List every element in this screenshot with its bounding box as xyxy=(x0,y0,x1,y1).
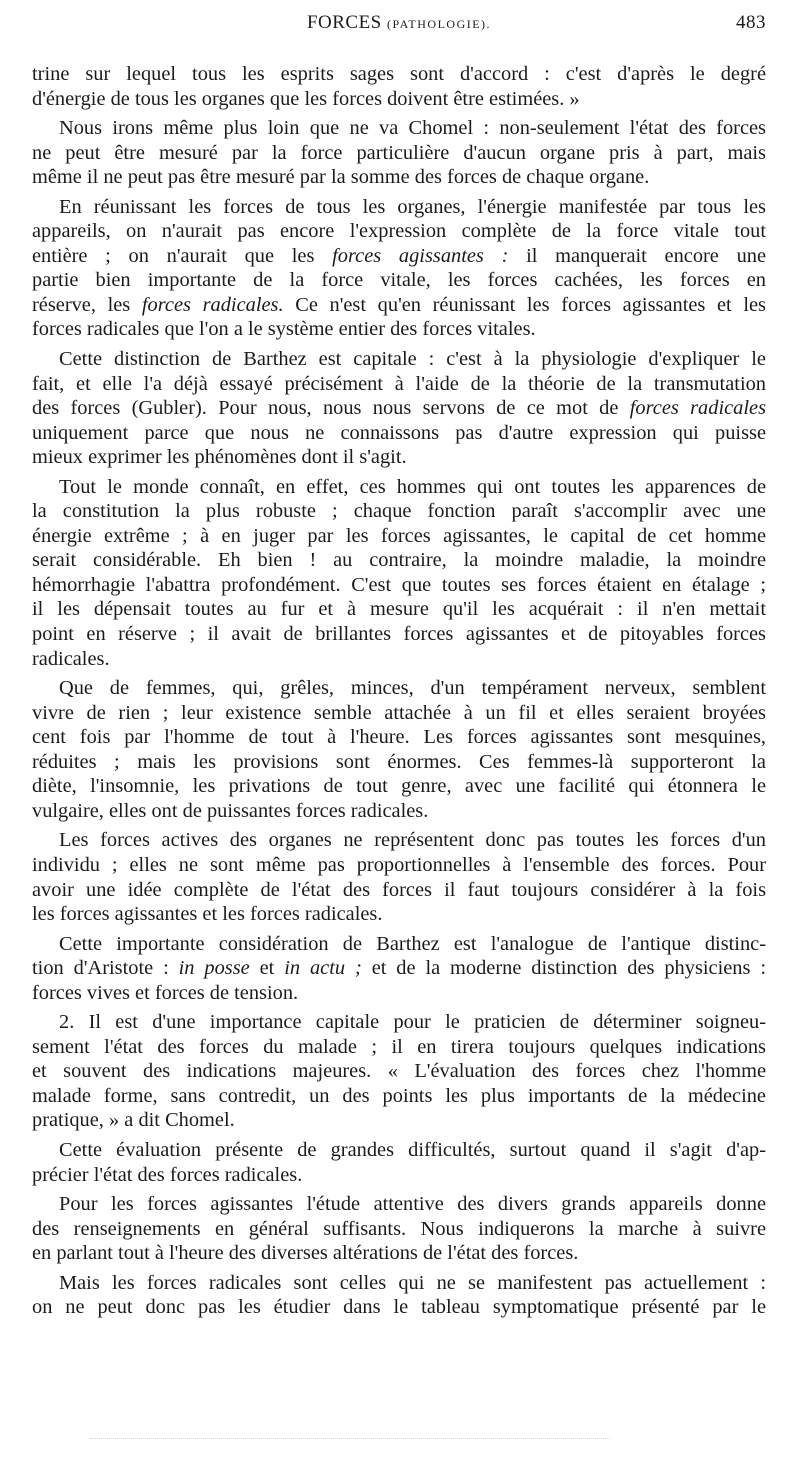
text-line: vivre de rien ; leur existence semble attachée à un fil et elles seraient broyées xyxy=(32,701,766,724)
text-line: Cette distinction de Barthez est capitale : c'est à la physiologie d'expliquer le xyxy=(59,348,766,371)
text-line: avoir une idée complète de l'état des forces il faut toujours considérer à la fois xyxy=(32,878,766,901)
text-line: mieux exprimer les phénomènes dont il s'agit. xyxy=(32,446,407,469)
text-line: individu ; elles ne sont même pas proportionnelles à l'ensemble des forces. Pour xyxy=(32,853,766,876)
text-line: diète, l'insomnie, les privations de tout genre, avec une facilité qui étonnera le xyxy=(32,775,766,798)
text-line: Les forces actives des organes ne représentent donc pas toutes les forces d'un xyxy=(59,829,766,852)
text-line: des renseignements en général suffisants. Nous indiquerons la marche à suivre xyxy=(32,1217,766,1240)
text-line: forces vives et forces de tension. xyxy=(32,981,299,1004)
text-line: serait considérable. Eh bien ! au contraire, la moindre maladie, la moindre xyxy=(32,549,766,572)
text-line: il les dépensait toutes au fur et à mesure qu'il les acquérait : il n'en mettait xyxy=(32,598,766,621)
text-line: pratique, » a dit Chomel. xyxy=(32,1109,235,1132)
text-line: la constitution la plus robuste ; chaque fonction paraît s'accomplir avec une xyxy=(32,500,766,523)
text-line: Mais les forces radicales sont celles qui ne se manifestent pas actuellement : xyxy=(59,1271,766,1294)
text-line: d'énergie de tous les organes que les forces doivent être estimées. » xyxy=(32,87,580,110)
running-title xyxy=(32,6,766,41)
text-line: En réunissant les forces de tous les organes, l'énergie manifestée par tous les xyxy=(59,195,766,218)
text-line: point en réserve ; il avait de brillantes forces agissantes et de pitoyables forces xyxy=(32,623,766,646)
text-line: vulgaire, elles ont de puissantes forces radicales. xyxy=(32,799,429,822)
text-line: Cette importante considération de Barthez est l'analogue de l'antique distinc- xyxy=(59,932,766,955)
text-line: partie bien importante de la force vitale, les forces cachées, les forces en xyxy=(32,269,766,292)
text-line: malade forme, sans contredit, un des points les plus importants de la médecine xyxy=(32,1084,766,1107)
running-title-main: FORCES xyxy=(306,12,382,33)
text-line: et souvent des indications majeures. « L'évaluation des forces chez l'homme xyxy=(32,1060,766,1083)
text-line: on ne peut donc pas les étudier dans le tableau symptomatique présenté par le xyxy=(32,1296,766,1319)
text-line: hémorrhagie l'abattra profondément. C'est que toutes ses forces étaient en étalage ; xyxy=(32,573,766,596)
text-line: précier l'état des forces radicales. xyxy=(32,1163,303,1186)
text-line: fait, et elle l'a déjà essayé précisément à l'aide de la théorie de la transmutation xyxy=(32,372,766,395)
text-line: réduites ; mais les provisions sont énormes. Ces femmes-là supporteront la xyxy=(32,750,766,773)
text-line: tion d'Aristote : in posse et in actu ; et de la moderne distinction des physiciens : xyxy=(32,957,766,980)
text-line: Pour les forces agissantes l'étude attentive des divers grands appareils donne xyxy=(59,1193,766,1216)
text-line: énergie extrême ; à en juger par les forces agissantes, le capital de cet homme xyxy=(32,524,766,547)
text-line: même il ne peut pas être mesuré par la somme des forces de chaque organe. xyxy=(32,166,650,189)
text-line: sement l'état des forces du malade ; il en tirera toujours quelques indications xyxy=(32,1035,766,1058)
page-header xyxy=(32,6,766,40)
body-text xyxy=(32,62,766,1320)
text-line: uniquement parce que nous ne connaissons pas d'autre expression qui puisse xyxy=(32,421,766,444)
text-line: radicales. xyxy=(32,647,110,670)
text-line: Que de femmes, qui, grêles, minces, d'un tempérament nerveux, semblent xyxy=(59,677,766,700)
running-title-sub: (PATHOLOGIE). xyxy=(387,17,492,31)
text-line: réserve, les forces radicales. Ce n'est qu'en réunissant les forces agissantes et les xyxy=(32,293,766,316)
text-line: trine sur lequel tous les esprits sages sont d'accord : c'est d'après le degré xyxy=(32,63,766,85)
text-line: forces radicales que l'on a le système entier des forces vitales. xyxy=(32,318,536,341)
text-line: cent fois par l'homme de tout à l'heure. Les forces agissantes sont mesquines, xyxy=(32,726,766,749)
text-line: Cette évaluation présente de grandes difficultés, surtout quand il s'agit d'ap- xyxy=(59,1138,766,1161)
text-line: des forces (Gubler). Pour nous, nous nous servons de ce mot de forces radicales xyxy=(32,397,766,420)
text-line: appareils, on n'aurait pas encore l'expression complète de la force vitale tout xyxy=(32,220,766,243)
text-line: entière ; on n'aurait que les forces agissantes : il manquerait encore une xyxy=(32,244,767,267)
text-line: Nous irons même plus loin que ne va Chomel : non-seulement l'état des forces xyxy=(59,117,766,140)
text-line: ne peut être mesuré par la force particulière d'aucun organe pris à part, mais xyxy=(32,141,766,164)
page-number: 483 xyxy=(736,12,766,33)
text-line: Tout le monde connaît, en effet, ces hommes qui ont toutes les apparences de xyxy=(59,475,766,498)
text-line: les forces agissantes et les forces radicales. xyxy=(32,903,383,926)
text-line: en parlant tout à l'heure des diverses altérations de l'état des forces. xyxy=(32,1242,579,1265)
scan-artifact-divider xyxy=(90,1438,610,1443)
text-line: 2. Il est d'une importance capitale pour le praticien de déterminer soigneu- xyxy=(59,1011,766,1034)
